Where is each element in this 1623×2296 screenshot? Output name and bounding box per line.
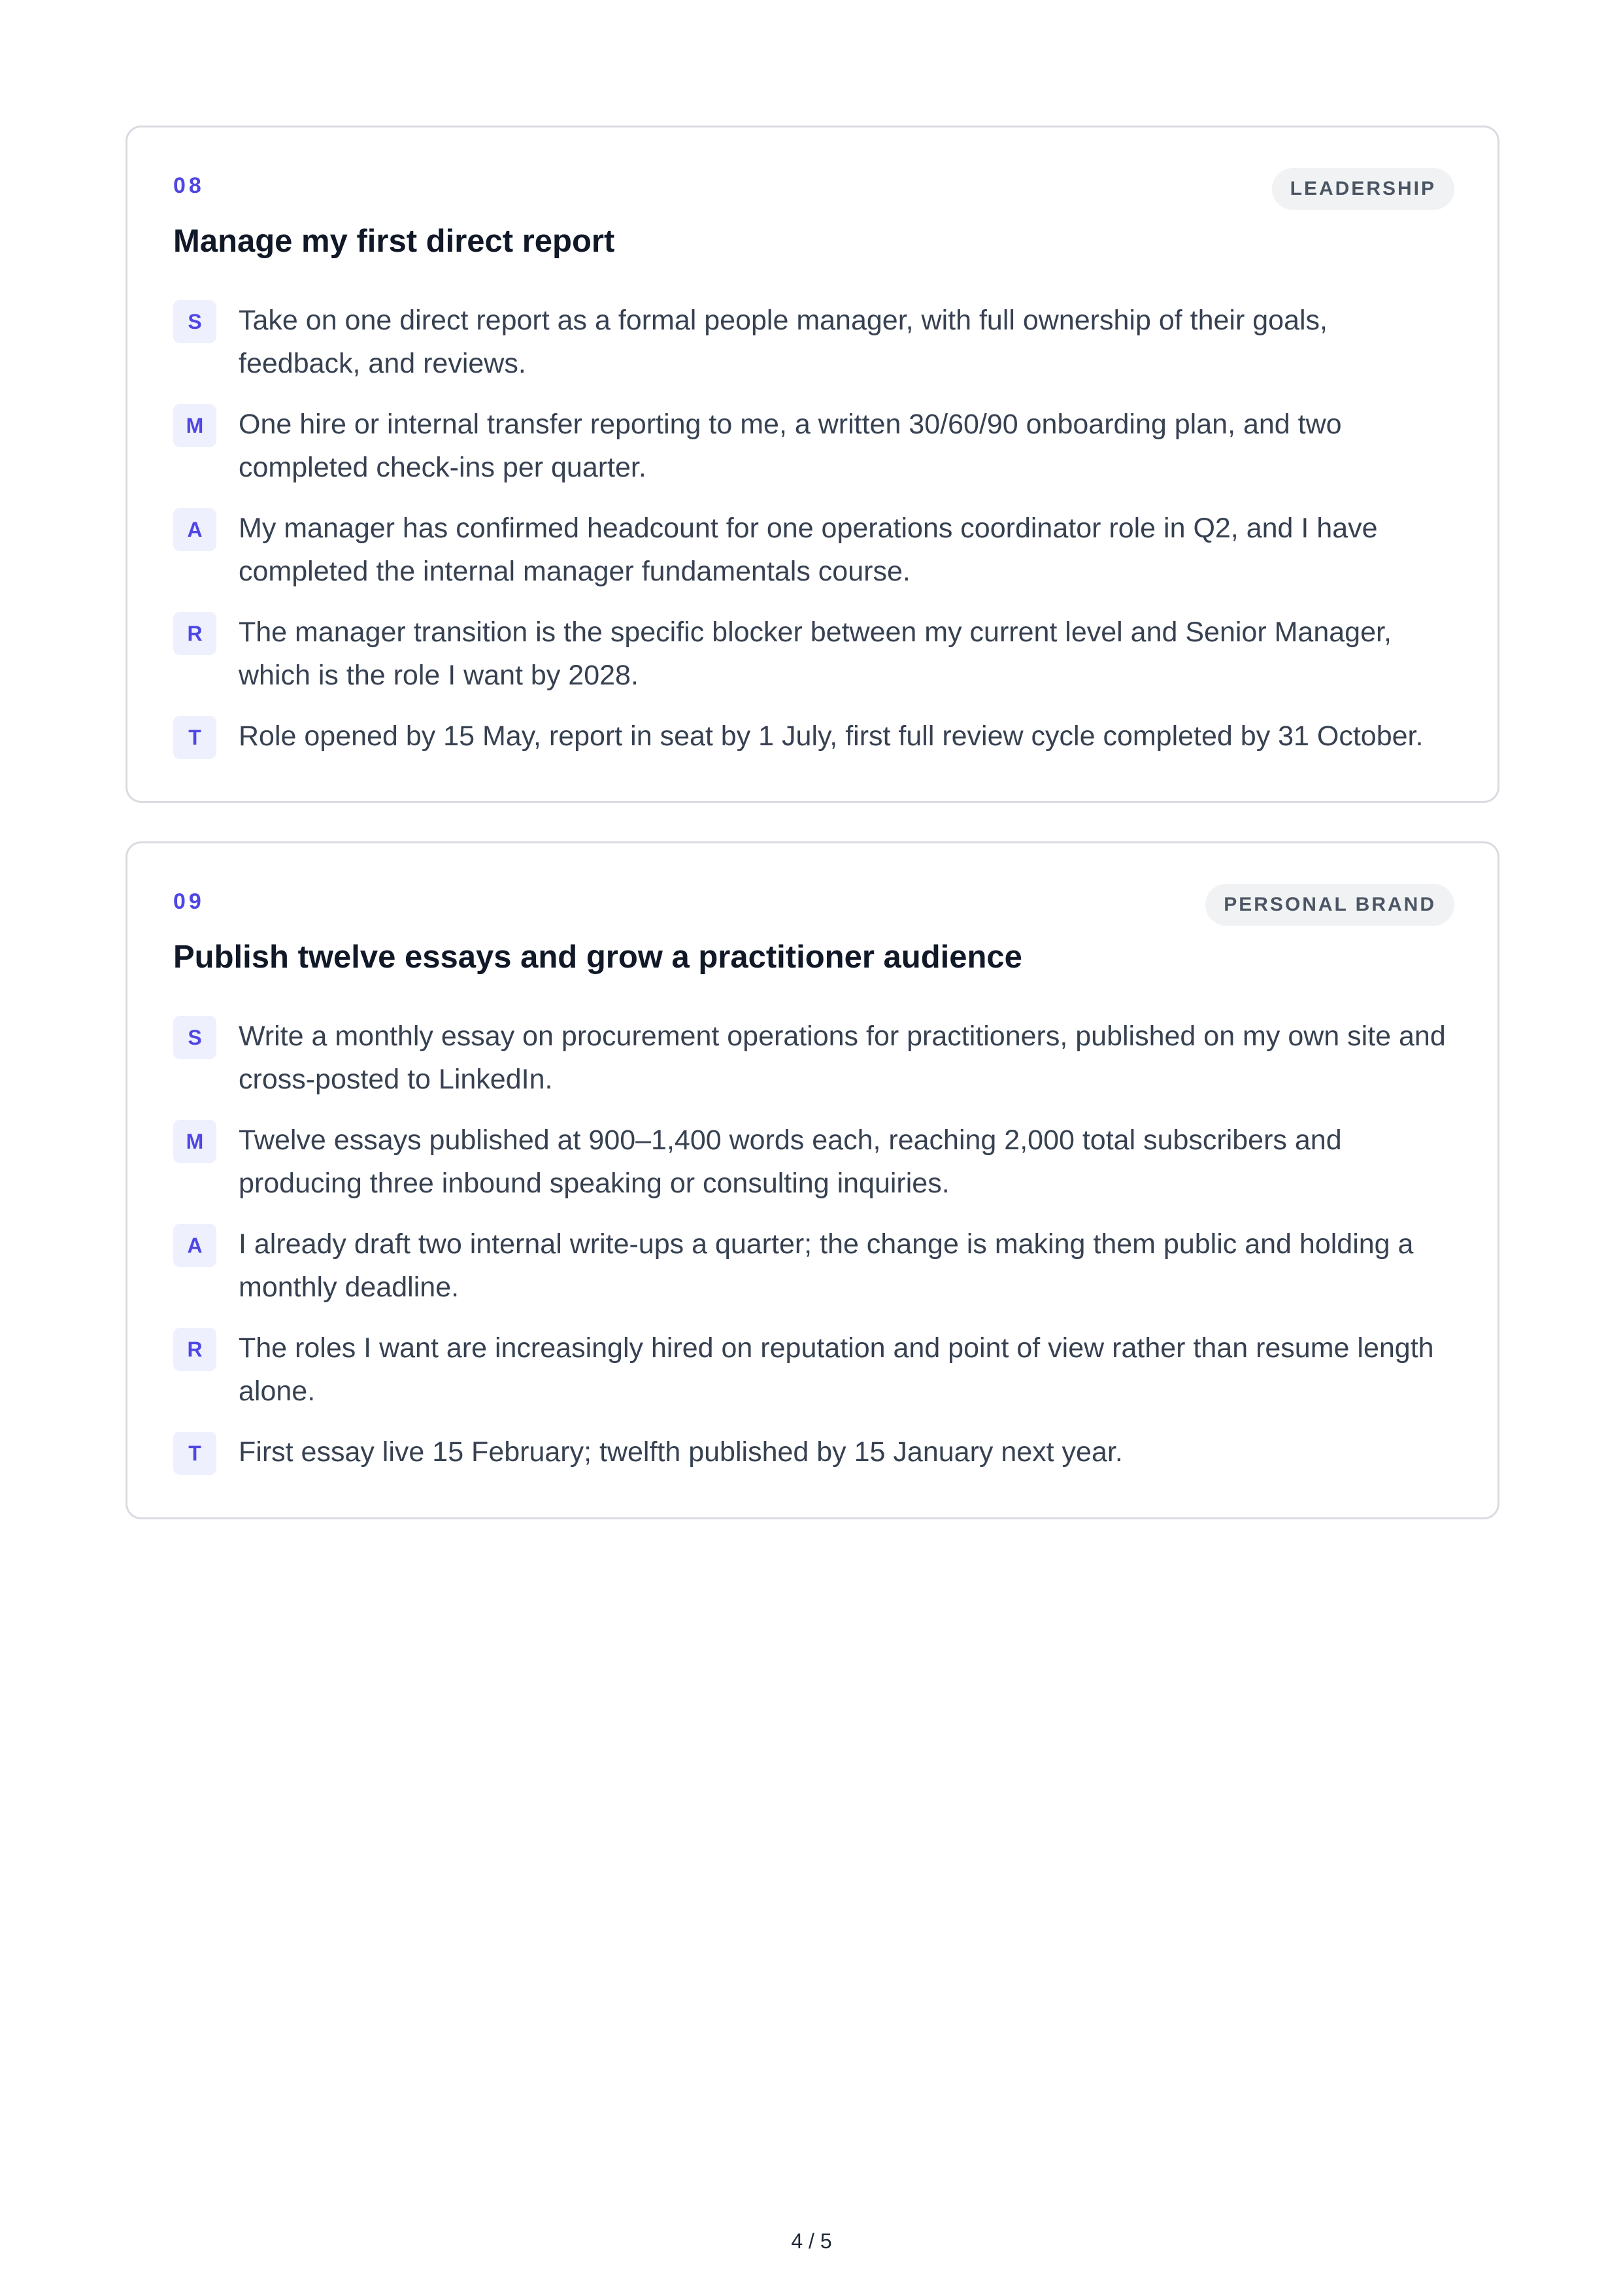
letter-badge: R: [173, 612, 216, 655]
criterion-achievable: [173, 1223, 1454, 1309]
goal-card: [125, 841, 1499, 1519]
criterion-relevant: [173, 611, 1454, 697]
criterion-achievable: [173, 507, 1454, 593]
criterion-text: Twelve essays published at 900–1,400 words each, reaching 2,000 total subscribers and producing three inbound speaking or consulting inquiries.: [239, 1124, 1342, 1199]
letter-badge: T: [173, 1432, 216, 1475]
letter-badge: A: [173, 1224, 216, 1267]
goal-number: 08: [173, 173, 205, 198]
smart-criteria-list: [173, 1015, 1454, 1491]
letter-badge: S: [173, 1016, 216, 1059]
criterion-text: One hire or internal transfer reporting to me, a written 30/60/90 onboarding plan, and two completed check-ins per quarter.: [239, 409, 1342, 483]
criterion-text: The manager transition is the specific blocker between my current level and Senior Manager, which is the role I want by 2028.: [239, 616, 1392, 691]
criterion-time-bound: [173, 1430, 1454, 1474]
letter-badge: M: [173, 404, 216, 447]
goal-title: Manage my first direct report: [173, 224, 615, 259]
letter-badge: M: [173, 1120, 216, 1163]
criterion-measurable: [173, 1119, 1454, 1205]
criterion-specific: [173, 1015, 1454, 1101]
letter-badge: T: [173, 716, 216, 759]
goal-title: Publish twelve essays and grow a practitioner audience: [173, 939, 1022, 975]
letter-badge: R: [173, 1328, 216, 1371]
criterion-text: My manager has confirmed headcount for one operations coordinator role in Q2, and I have completed the internal manager fundamentals course.: [239, 513, 1378, 587]
criterion-time-bound: [173, 715, 1454, 758]
goal-card: [125, 126, 1499, 803]
criterion-text: First essay live 15 February; twelfth published by 15 January next year.: [239, 1436, 1123, 1468]
category-badge: LEADERSHIP: [1272, 168, 1454, 210]
category-badge: PERSONAL BRAND: [1205, 884, 1454, 926]
page-number: 4 / 5: [791, 2229, 832, 2253]
letter-badge: S: [173, 300, 216, 343]
letter-badge: A: [173, 508, 216, 551]
criterion-text: The roles I want are increasingly hired on reputation and point of view rather than resume length alone.: [239, 1332, 1434, 1407]
criterion-text: Take on one direct report as a formal people manager, with full ownership of their goals, feedback, and reviews.: [239, 305, 1328, 379]
criterion-text: Role opened by 15 May, report in seat by 1 July, first full review cycle completed by 31 October.: [239, 720, 1424, 752]
smart-criteria-list: [173, 299, 1454, 775]
criterion-specific: [173, 299, 1454, 385]
criterion-text: Write a monthly essay on procurement operations for practitioners, published on my own site and cross-posted to LinkedIn.: [239, 1021, 1446, 1095]
goal-number: 09: [173, 889, 205, 914]
criterion-text: I already draft two internal write-ups a quarter; the change is making them public and holding a monthly deadline.: [239, 1228, 1414, 1303]
criterion-relevant: [173, 1326, 1454, 1413]
criterion-measurable: [173, 403, 1454, 489]
